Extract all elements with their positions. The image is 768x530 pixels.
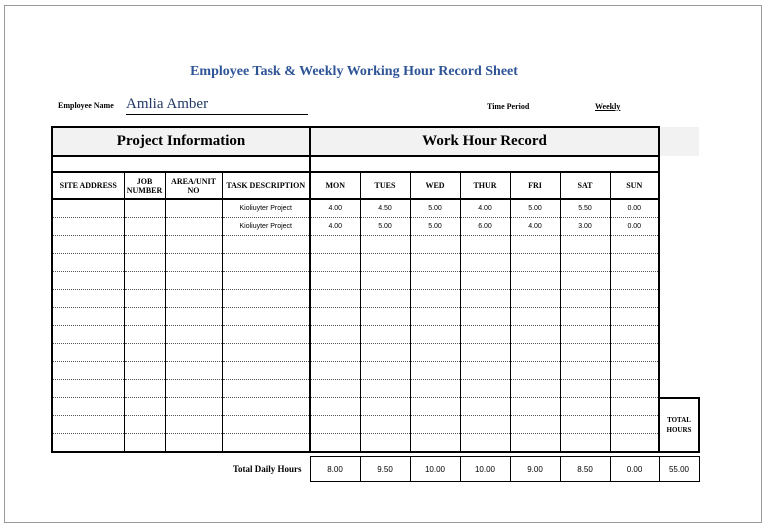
empty-cell[interactable] — [165, 380, 222, 398]
empty-cell[interactable] — [310, 290, 360, 308]
empty-cell[interactable] — [222, 398, 310, 416]
table-row — [52, 416, 699, 434]
table-row — [52, 398, 699, 416]
col-day: THUR — [460, 172, 510, 199]
empty-cell[interactable] — [610, 434, 659, 453]
empty-cell[interactable] — [510, 236, 560, 254]
empty-cell[interactable] — [610, 254, 659, 272]
empty-cell[interactable] — [460, 236, 510, 254]
empty-cell[interactable] — [52, 362, 124, 380]
empty-cell[interactable] — [610, 344, 659, 362]
empty-cell[interactable] — [560, 326, 610, 344]
job-cell[interactable] — [124, 218, 165, 236]
empty-cell[interactable] — [222, 272, 310, 290]
empty-cell[interactable] — [610, 308, 659, 326]
empty-cell[interactable] — [410, 344, 460, 362]
total-hours-label: TOTAL HOURS — [659, 398, 699, 453]
empty-cell[interactable] — [222, 344, 310, 362]
empty-cell[interactable] — [52, 236, 124, 254]
empty-cell[interactable] — [165, 362, 222, 380]
empty-cell[interactable] — [165, 416, 222, 434]
empty-cell[interactable] — [165, 434, 222, 453]
daily-total: 10.00 — [410, 457, 460, 482]
table-row — [52, 380, 699, 398]
hour-cell[interactable]: 5.50 — [560, 199, 610, 218]
empty-cell[interactable] — [222, 236, 310, 254]
empty-cell[interactable] — [410, 326, 460, 344]
col-day: WED — [410, 172, 460, 199]
empty-cell[interactable] — [560, 290, 610, 308]
empty-cell[interactable] — [360, 380, 410, 398]
empty-cell[interactable] — [460, 398, 510, 416]
empty-cell[interactable] — [610, 236, 659, 254]
empty-cell[interactable] — [610, 326, 659, 344]
daily-total: 9.00 — [510, 457, 560, 482]
empty-cell[interactable] — [165, 236, 222, 254]
sheet-title: Employee Task & Weekly Working Hour Record Sheet — [190, 64, 518, 79]
empty-cell[interactable] — [222, 434, 310, 453]
hour-cell[interactable]: 0.00 — [610, 218, 659, 236]
empty-cell[interactable] — [410, 272, 460, 290]
employee-name-field[interactable]: Amlia Amber — [126, 94, 308, 115]
empty-cell[interactable] — [510, 434, 560, 453]
empty-cell[interactable] — [310, 398, 360, 416]
empty-cell[interactable] — [52, 290, 124, 308]
table-row — [52, 362, 699, 380]
empty-cell[interactable] — [460, 254, 510, 272]
empty-cell[interactable] — [410, 362, 460, 380]
col-day: SUN — [610, 172, 659, 199]
hour-cell[interactable]: 5.00 — [510, 199, 560, 218]
daily-total: 10.00 — [460, 457, 510, 482]
empty-cell[interactable] — [610, 398, 659, 416]
hour-cell[interactable]: 4.50 — [360, 199, 410, 218]
empty-cell[interactable] — [222, 308, 310, 326]
empty-cell[interactable] — [560, 308, 610, 326]
empty-cell[interactable] — [560, 434, 610, 453]
empty-cell[interactable] — [222, 254, 310, 272]
empty-cell[interactable] — [52, 434, 124, 453]
empty-cell[interactable] — [460, 344, 510, 362]
hour-cell[interactable]: 0.00 — [610, 199, 659, 218]
empty-cell[interactable] — [165, 254, 222, 272]
table-row — [52, 308, 699, 326]
empty-cell[interactable] — [124, 434, 165, 453]
empty-cell[interactable] — [510, 416, 560, 434]
empty-cell[interactable] — [310, 254, 360, 272]
table-row — [52, 254, 699, 272]
header-spacer — [52, 156, 310, 172]
empty-cell[interactable] — [310, 434, 360, 453]
empty-cell[interactable] — [560, 344, 610, 362]
empty-cell[interactable] — [560, 272, 610, 290]
hour-cell[interactable]: 5.00 — [360, 218, 410, 236]
empty-cell[interactable] — [222, 290, 310, 308]
empty-cell[interactable] — [310, 344, 360, 362]
header-spacer — [310, 156, 659, 172]
employee-name-label: Employee Name — [58, 101, 114, 110]
empty-cell[interactable] — [165, 308, 222, 326]
empty-cell[interactable] — [124, 380, 165, 398]
empty-cell[interactable] — [460, 308, 510, 326]
site-cell[interactable] — [52, 218, 124, 236]
empty-cell[interactable] — [510, 362, 560, 380]
empty-cell[interactable] — [510, 308, 560, 326]
empty-cell[interactable] — [460, 434, 510, 453]
col-day: FRI — [510, 172, 560, 199]
hour-cell[interactable]: 6.00 — [460, 218, 510, 236]
table-row — [52, 290, 699, 308]
empty-cell[interactable] — [610, 416, 659, 434]
empty-cell[interactable] — [610, 380, 659, 398]
empty-cell[interactable] — [165, 272, 222, 290]
table-row — [52, 344, 699, 362]
job-cell[interactable] — [124, 199, 165, 218]
empty-cell[interactable] — [124, 398, 165, 416]
hour-cell[interactable]: 5.00 — [410, 199, 460, 218]
empty-cell[interactable] — [610, 272, 659, 290]
empty-cell[interactable] — [124, 254, 165, 272]
empty-cell[interactable] — [222, 362, 310, 380]
empty-cell[interactable] — [460, 416, 510, 434]
empty-cell[interactable] — [52, 380, 124, 398]
daily-total: 0.00 — [610, 457, 659, 482]
empty-cell[interactable] — [222, 326, 310, 344]
empty-cell[interactable] — [460, 272, 510, 290]
col-day: MON — [310, 172, 360, 199]
empty-cell[interactable] — [222, 380, 310, 398]
col-area-unit: AREA/UNIT NO — [165, 172, 222, 199]
hour-cell[interactable]: 4.00 — [460, 199, 510, 218]
empty-cell[interactable] — [560, 416, 610, 434]
empty-cell[interactable] — [510, 272, 560, 290]
site-cell[interactable] — [52, 199, 124, 218]
work-hour-record-header: Work Hour Record — [310, 127, 659, 156]
hour-cell[interactable]: 3.00 — [560, 218, 610, 236]
empty-cell[interactable] — [360, 416, 410, 434]
hour-cell[interactable]: 5.00 — [410, 218, 460, 236]
empty-cell[interactable] — [410, 236, 460, 254]
empty-cell[interactable] — [510, 254, 560, 272]
empty-cell[interactable] — [360, 290, 410, 308]
empty-cell[interactable] — [410, 416, 460, 434]
grand-total: 55.00 — [659, 457, 699, 482]
empty-cell[interactable] — [52, 416, 124, 434]
empty-cell[interactable] — [560, 380, 610, 398]
empty-cell[interactable] — [310, 362, 360, 380]
empty-cell[interactable] — [410, 380, 460, 398]
empty-cell[interactable] — [460, 290, 510, 308]
empty-cell[interactable] — [165, 398, 222, 416]
table-row — [52, 326, 699, 344]
col-site-address: SITE ADDRESS — [52, 172, 124, 199]
empty-cell[interactable] — [610, 290, 659, 308]
col-job-number: JOB NUMBER — [124, 172, 165, 199]
empty-cell[interactable] — [510, 380, 560, 398]
hour-cell[interactable]: 4.00 — [310, 199, 360, 218]
empty-cell[interactable] — [360, 398, 410, 416]
daily-total: 9.50 — [360, 457, 410, 482]
empty-cell[interactable] — [124, 362, 165, 380]
hour-cell[interactable]: 4.00 — [310, 218, 360, 236]
empty-cell[interactable] — [410, 434, 460, 453]
empty-cell[interactable] — [52, 254, 124, 272]
empty-cell[interactable] — [52, 398, 124, 416]
work-hour-table — [51, 126, 700, 482]
project-information-header: Project Information — [52, 127, 310, 156]
table-row — [52, 218, 699, 236]
area-cell[interactable] — [165, 218, 222, 236]
empty-cell[interactable] — [124, 272, 165, 290]
empty-cell[interactable] — [360, 434, 410, 453]
empty-cell[interactable] — [460, 380, 510, 398]
empty-cell[interactable] — [165, 344, 222, 362]
empty-cell[interactable] — [310, 308, 360, 326]
empty-cell[interactable] — [510, 290, 560, 308]
empty-cell[interactable] — [360, 236, 410, 254]
col-day: SAT — [560, 172, 610, 199]
empty-cell[interactable] — [360, 254, 410, 272]
empty-cell[interactable] — [560, 398, 610, 416]
empty-cell[interactable] — [124, 326, 165, 344]
empty-cell[interactable] — [560, 362, 610, 380]
empty-cell[interactable] — [52, 326, 124, 344]
task-cell[interactable]: Kioliuyter Project — [222, 218, 310, 236]
table-row — [52, 236, 699, 254]
empty-cell[interactable] — [360, 362, 410, 380]
empty-cell[interactable] — [124, 416, 165, 434]
daily-total: 8.50 — [560, 457, 610, 482]
hour-cell[interactable]: 4.00 — [510, 218, 560, 236]
empty-cell[interactable] — [510, 326, 560, 344]
empty-cell[interactable] — [124, 308, 165, 326]
empty-cell[interactable] — [410, 254, 460, 272]
empty-cell[interactable] — [52, 344, 124, 362]
empty-cell[interactable] — [460, 326, 510, 344]
area-cell[interactable] — [165, 199, 222, 218]
total-daily-hours-label: Total Daily Hours — [232, 464, 302, 474]
empty-cell[interactable] — [360, 308, 410, 326]
empty-cell[interactable] — [360, 272, 410, 290]
empty-cell[interactable] — [410, 290, 460, 308]
empty-cell[interactable] — [222, 416, 310, 434]
empty-cell[interactable] — [52, 308, 124, 326]
empty-cell[interactable] — [510, 398, 560, 416]
empty-cell[interactable] — [165, 290, 222, 308]
time-period-value[interactable]: Weekly — [595, 102, 621, 111]
empty-cell[interactable] — [560, 254, 610, 272]
empty-cell[interactable] — [165, 326, 222, 344]
empty-cell[interactable] — [310, 236, 360, 254]
empty-cell[interactable] — [360, 344, 410, 362]
empty-cell[interactable] — [460, 362, 510, 380]
empty-cell[interactable] — [310, 326, 360, 344]
col-day: TUES — [360, 172, 410, 199]
task-cell[interactable]: Kioliuyter Project — [222, 199, 310, 218]
table-row — [52, 434, 699, 453]
empty-cell[interactable] — [310, 380, 360, 398]
table-row — [52, 272, 699, 290]
table-row — [52, 199, 699, 218]
empty-cell[interactable] — [560, 236, 610, 254]
empty-cell[interactable] — [124, 236, 165, 254]
empty-cell[interactable] — [124, 344, 165, 362]
col-task-description: TASK DESCRIPTION — [222, 172, 310, 199]
empty-cell[interactable] — [360, 326, 410, 344]
empty-cell[interactable] — [410, 398, 460, 416]
empty-cell[interactable] — [610, 362, 659, 380]
empty-cell[interactable] — [310, 416, 360, 434]
empty-cell[interactable] — [510, 344, 560, 362]
empty-cell[interactable] — [310, 272, 360, 290]
daily-total: 8.00 — [310, 457, 360, 482]
empty-cell[interactable] — [52, 272, 124, 290]
empty-cell[interactable] — [410, 308, 460, 326]
empty-cell[interactable] — [124, 290, 165, 308]
time-period-label: Time Period — [487, 102, 530, 111]
